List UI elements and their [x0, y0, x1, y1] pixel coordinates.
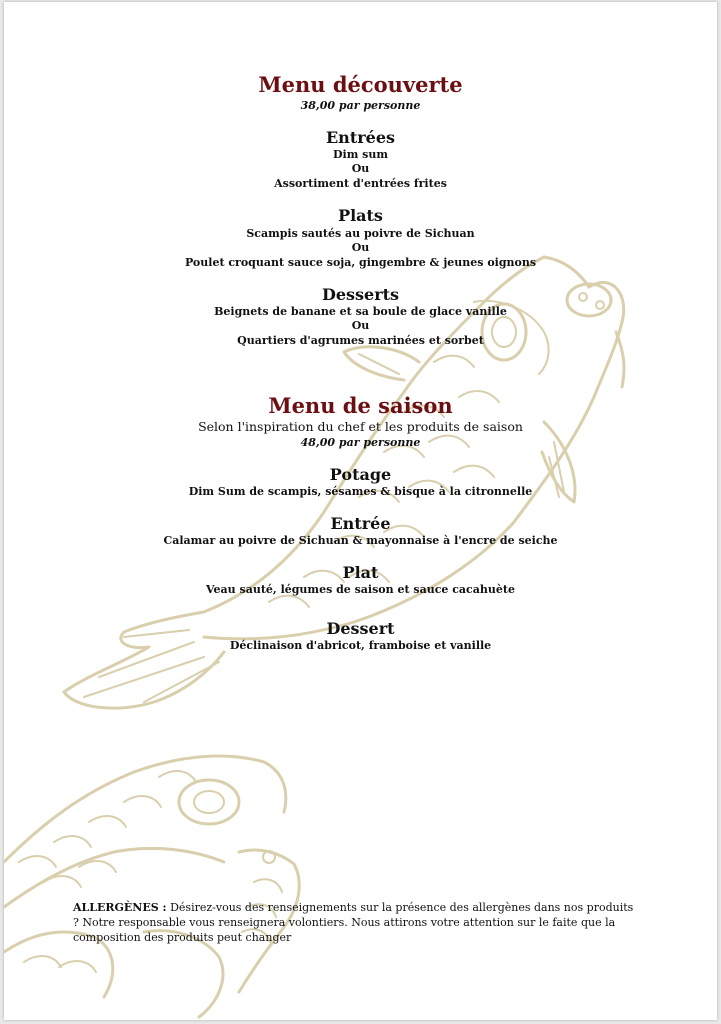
section-heading-plat: Plat: [342, 563, 379, 582]
dish-line: Assortiment d'entrées frites: [274, 177, 447, 190]
allergens-label: ALLERGÈNES :: [73, 901, 167, 914]
dish-line: Dim sum: [332, 148, 389, 161]
dish-line: Poulet croquant sauce soja, gingembre & jeunes oignons: [184, 256, 537, 269]
section-heading-plats: Plats: [338, 206, 383, 225]
menu-decouverte-price: 38,00 par personne: [300, 99, 421, 112]
dish-line: Beignets de banane et sa boule de glace vanille: [214, 305, 507, 318]
menu-page: [4, 2, 717, 1020]
dish-line: Scampis sautés au poivre de Sichuan: [246, 227, 475, 240]
section-heading-entrees: Entrées: [325, 128, 395, 147]
allergens-notice: [73, 900, 638, 945]
dish-line: Calamar au poivre de Sichuan & mayonnaise à l'encre de seiche: [163, 534, 558, 547]
dish-line: Déclinaison d'abricot, framboise et vanille: [229, 639, 492, 652]
menu-saison-price: 48,00 par personne: [300, 436, 421, 449]
dish-line: Quartiers d'agrumes marinées et sorbet: [237, 334, 484, 347]
section-heading-dessert: Dessert: [326, 619, 395, 638]
allergens-text: Désirez-vous des renseignements sur la présence des allergènes dans nos produits ? Notre responsable vous renseignera volontiers. Nous attirons votre attention sur le faite que la composition des produits peut changer: [73, 901, 634, 944]
dish-line: Veau sauté, légumes de saison et sauce cacahuète: [206, 583, 515, 596]
menu-saison-subtitle: Selon l'inspiration du chef et les produits de saison: [198, 419, 523, 434]
dish-line: Dim Sum de scampis, sésames & bisque à la citronnelle: [188, 485, 533, 498]
or-separator: Ou: [351, 162, 370, 175]
menu-saison-title: Menu de saison: [268, 393, 453, 418]
section-heading-entree: Entrée: [330, 514, 391, 533]
or-separator: Ou: [351, 319, 370, 332]
section-heading-potage: Potage: [329, 465, 392, 484]
menu-decouverte-title: Menu découverte: [258, 72, 463, 97]
section-heading-desserts: Desserts: [321, 285, 400, 304]
or-separator: Ou: [351, 241, 370, 254]
